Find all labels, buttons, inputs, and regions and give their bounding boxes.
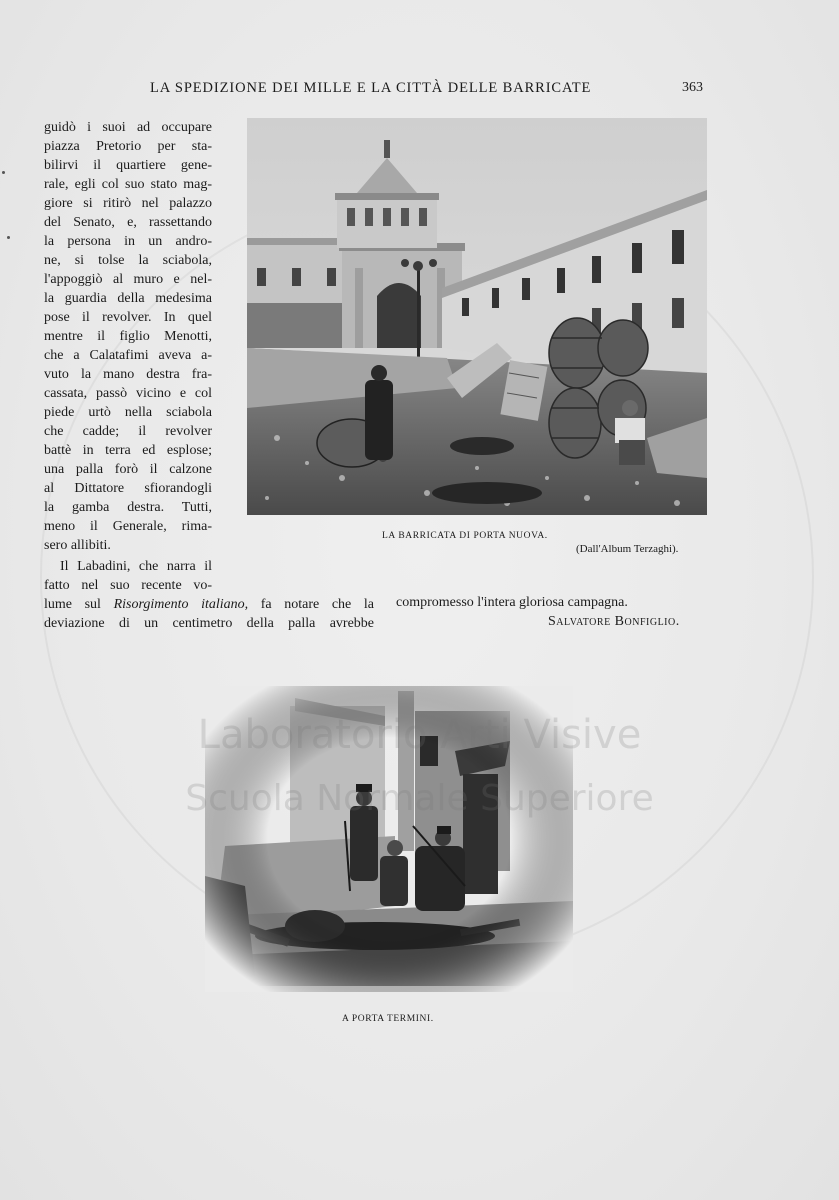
text-line: del Senato, e, rassettando — [44, 215, 212, 230]
text-line: vuto la mano destra fra- — [44, 367, 212, 382]
text-line: battè in terra ed esplose; — [44, 443, 212, 458]
text-line: l'appoggiò al muro e nel- — [44, 272, 212, 287]
watermark-line: Laboratorio Arti Visive — [197, 712, 642, 758]
text-line: la guardia della medesima — [44, 291, 212, 306]
text-line: pose il revolver. In quel — [44, 310, 212, 325]
text-line: meno il Generale, rima- — [44, 519, 212, 534]
text-line: deviazione di un centimetro della palla avrebbe — [44, 616, 374, 631]
text-line: che a Calatafimi aveva a- — [44, 348, 212, 363]
text-line: la persona in un andro- — [44, 234, 212, 249]
watermark-line: Scuola Normale Superiore — [185, 778, 654, 819]
photo-porta-nuova — [247, 118, 707, 515]
text-span: lume sul — [44, 597, 114, 612]
figure-credit: (Dall'Album Terzaghi). — [576, 543, 679, 555]
figure-caption-porta-termini: A PORTA TERMINI. — [342, 1014, 434, 1024]
signature: Salvatore Bonfiglio. — [548, 614, 680, 629]
text-line: piede urtò nella sciabola — [44, 405, 212, 420]
text-line: piazza Pretorio per sta- — [44, 139, 212, 154]
text-line: Il Labadini, che narra il — [60, 559, 212, 574]
text-line: fatto nel suo recente vo- — [44, 578, 212, 593]
text-line — [44, 595, 374, 614]
text-line: che cadde; il revolver — [44, 424, 212, 439]
figure-caption-porta-nuova: LA BARRICATA DI PORTA NUOVA. — [382, 531, 548, 541]
text-line: guidò i suoi ad occupare — [44, 120, 212, 135]
text-line: mentre il figlio Menotti, — [44, 329, 212, 344]
text-line: al Dittatore sfiorandogli — [44, 481, 212, 496]
text-span: fa notare che la — [248, 597, 374, 612]
text-line: compromesso l'intera gloriosa campagna. — [396, 595, 628, 610]
text-line: sero allibiti. — [44, 538, 111, 553]
text-line: cassata, passò vicino e col — [44, 386, 212, 401]
margin-mark — [7, 236, 10, 239]
text-line: la gamba destra. Tutti, — [44, 500, 212, 515]
running-head: LA SPEDIZIONE DEI MILLE E LA CITTÀ DELLE BARRICATE — [150, 80, 592, 96]
text-line: ne, si tolse la sciabola, — [44, 253, 212, 268]
margin-mark — [2, 171, 5, 174]
text-line: giore si ritirò nel palazzo — [44, 196, 212, 211]
text-line: una palla forò il calzone — [44, 462, 212, 477]
text-line: bilirvi il quartiere gene- — [44, 158, 212, 173]
italic-title: Risorgimento italiano, — [113, 597, 249, 612]
text-line: rale, egli col suo stato mag- — [44, 177, 212, 192]
page-number: 363 — [682, 80, 703, 95]
